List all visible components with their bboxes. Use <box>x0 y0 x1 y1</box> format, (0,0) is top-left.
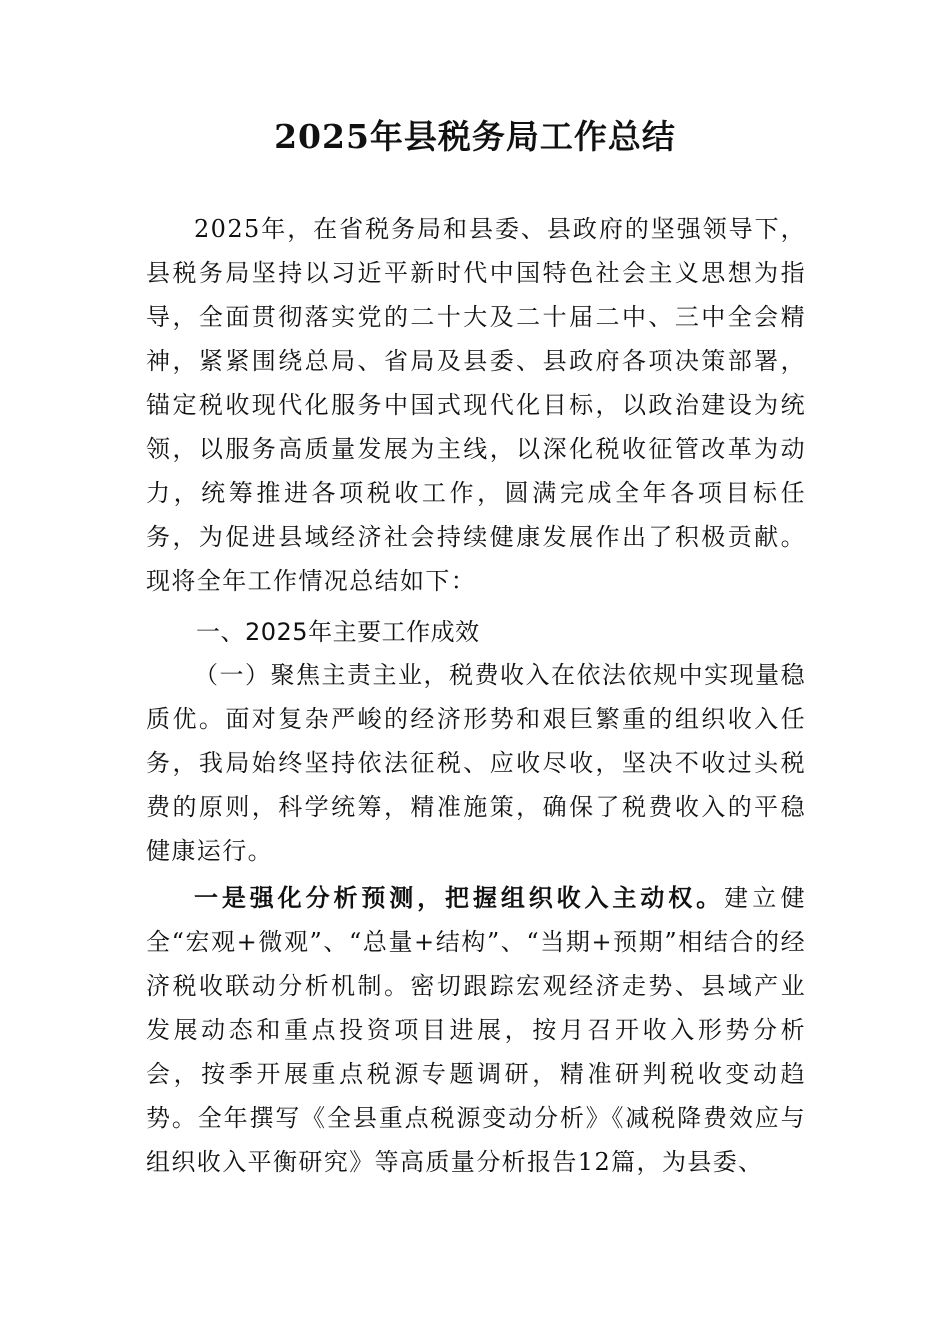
intro-paragraph: 2025年，在省税务局和县委、县政府的坚强领导下，县税务局坚持以习近平新时代中国特色社会主义思想为指导，全面贯彻落实党的二十大及二十届二中、三中全会精神，紧紧围绕总局、省局及县委、县政府各项决策部署，锚定税收现代化服务中国式现代化目标，以政治建设为统领，以服务高质量发展为主线，以深化税收征管改革为动力，统筹推进各项税收工作，圆满完成全年各项目标任务，为促进县域经济社会持续健康发展作出了积极贡献。现将全年工作情况总结如下： <box>146 215 806 595</box>
document-title: 2025年县税务局工作总结 <box>274 117 676 156</box>
point1-body: 建立健全“宏观+微观”、“总量+结构”、“当期+预期”相结合的经济税收联动分析机制。密切跟踪宏观经济走势、县域产业发展动态和重点投资项目进展，按月召开收入形势分析会，按季开展重点税源专题调研，精准研判税收变动趋势。全年撰写《全县重点税源变动分析》《减税降费效应与组织收入平衡研究》等高质量分析报告12篇，为县委、 <box>146 884 807 1176</box>
intro-paragraph-block <box>146 207 806 603</box>
subsection-paragraph: （一）聚焦主责主业，税费收入在依法依规中实现量稳质优。面对复杂严峻的经济形势和艰巨繁重的组织收入任务，我局始终坚持依法征税、应收尽收，坚决不收过头税费的原则，科学统筹，精准施策，确保了税费收入的平稳健康运行。 <box>146 661 806 865</box>
point1-paragraph <box>146 876 806 1184</box>
point1-lead: 一是强化分析预测，把握组织收入主动权。 <box>194 884 725 912</box>
point1-paragraph-block <box>146 876 806 1184</box>
subsection-paragraph-block <box>146 653 806 873</box>
section-heading: 一、2025年主要工作成效 <box>196 618 480 646</box>
